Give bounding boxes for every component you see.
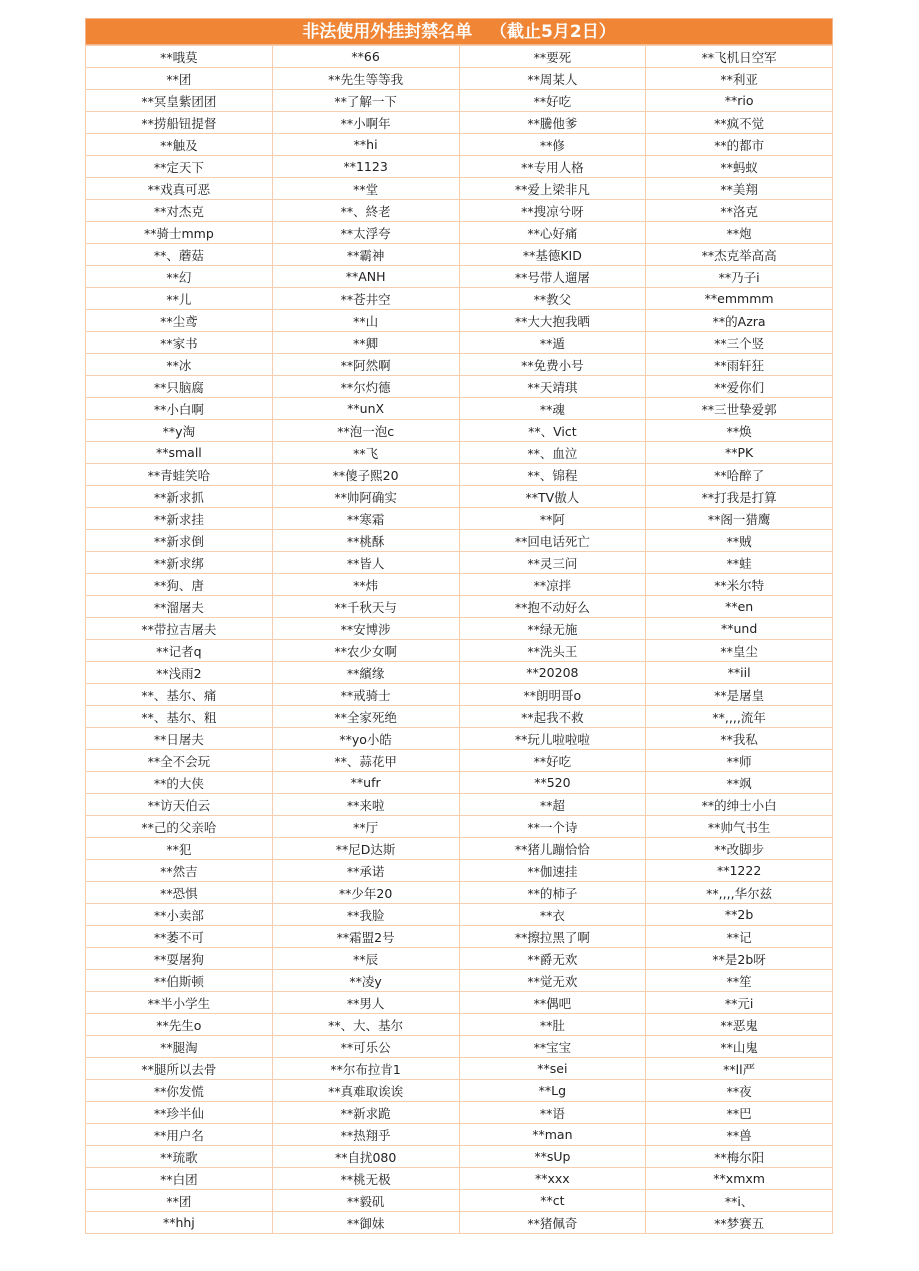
table-cell: **梅尔阳 xyxy=(646,1146,833,1168)
table-cell: **基德KID xyxy=(459,244,646,266)
table-cell: **凉拌 xyxy=(459,574,646,596)
table-cell: **哈醉了 xyxy=(646,464,833,486)
table-cell: **团 xyxy=(86,68,273,90)
table-cell: **尔布拉肯1 xyxy=(272,1058,459,1080)
table-cell: **千秋天与 xyxy=(272,596,459,618)
table-cell: **一个诗 xyxy=(459,816,646,838)
table-cell: **小啊年 xyxy=(272,112,459,134)
table-cell: **傻子熙20 xyxy=(272,464,459,486)
table-cell: **伯斯顿 xyxy=(86,970,273,992)
table-row xyxy=(86,68,833,90)
table-cell: **騰他爹 xyxy=(459,112,646,134)
table-cell: **山 xyxy=(272,310,459,332)
ban-list-table xyxy=(85,45,833,1234)
table-cell: **小卖部 xyxy=(86,904,273,926)
table-cell: **三个竖 xyxy=(646,332,833,354)
table-cell: **修 xyxy=(459,134,646,156)
table-cell: **山鬼 xyxy=(646,1036,833,1058)
table-cell: **白团 xyxy=(86,1168,273,1190)
table-cell: **己的父亲哈 xyxy=(86,816,273,838)
table-row xyxy=(86,244,833,266)
table-cell: **我私 xyxy=(646,728,833,750)
table-cell: **乃子i xyxy=(646,266,833,288)
table-cell: **凌y xyxy=(272,970,459,992)
table-row xyxy=(86,156,833,178)
table-row xyxy=(86,1080,833,1102)
table-row xyxy=(86,618,833,640)
table-cell: **了解一下 xyxy=(272,90,459,112)
table-row xyxy=(86,1036,833,1058)
table-cell: **教父 xyxy=(459,288,646,310)
table-cell: **梦赛五 xyxy=(646,1212,833,1234)
table-row xyxy=(86,1168,833,1190)
table-row xyxy=(86,288,833,310)
table-row xyxy=(86,750,833,772)
table-cell: **洛克 xyxy=(646,200,833,222)
table-row xyxy=(86,926,833,948)
table-cell: **桃酥 xyxy=(272,530,459,552)
table-cell: **皆人 xyxy=(272,552,459,574)
table-cell: **yo小皓 xyxy=(272,728,459,750)
table-row xyxy=(86,728,833,750)
table-cell: **尔灼德 xyxy=(272,376,459,398)
table-cell: **朗明哥o xyxy=(459,684,646,706)
table-cell: **TV傲人 xyxy=(459,486,646,508)
table-cell: **用户名 xyxy=(86,1124,273,1146)
table-cell: **好吃 xyxy=(459,750,646,772)
table-cell: **偶吧 xyxy=(459,992,646,1014)
table-cell: **毅矶 xyxy=(272,1190,459,1212)
table-cell: **ll严 xyxy=(646,1058,833,1080)
table-cell: **冥皇紫团团 xyxy=(86,90,273,112)
table-cell: **蚂蚁 xyxy=(646,156,833,178)
table-cell: **日屠夫 xyxy=(86,728,273,750)
table-cell: **绿无施 xyxy=(459,618,646,640)
table-cell: **热翔乎 xyxy=(272,1124,459,1146)
table-row xyxy=(86,1102,833,1124)
table-cell: **师 xyxy=(646,750,833,772)
table-cell: **hi xyxy=(272,134,459,156)
table-cell: **心好痛 xyxy=(459,222,646,244)
table-row xyxy=(86,1014,833,1036)
table-cell: **1222 xyxy=(646,860,833,882)
table-cell: **琉歌 xyxy=(86,1146,273,1168)
table-cell: **sei xyxy=(459,1058,646,1080)
table-cell: **腿淘 xyxy=(86,1036,273,1058)
table-cell: **打我是打算 xyxy=(646,486,833,508)
table-cell: **狗、唐 xyxy=(86,574,273,596)
table-cell: **灵三问 xyxy=(459,552,646,574)
table-cell: **犯 xyxy=(86,838,273,860)
table-cell: **霜盟2号 xyxy=(272,926,459,948)
table-cell: **苍井空 xyxy=(272,288,459,310)
table-cell: **耍屠狗 xyxy=(86,948,273,970)
table-cell: **哦莫 xyxy=(86,46,273,68)
table-cell: **太浮夸 xyxy=(272,222,459,244)
table-cell: **笙 xyxy=(646,970,833,992)
table-cell: **三世挚爱郭 xyxy=(646,398,833,420)
table-cell: **农少女啊 xyxy=(272,640,459,662)
table-row xyxy=(86,1190,833,1212)
table-cell: **御妹 xyxy=(272,1212,459,1234)
table-cell: **的柿子 xyxy=(459,882,646,904)
table-cell: **冰 xyxy=(86,354,273,376)
table-cell: **先生等等我 xyxy=(272,68,459,90)
table-cell: **xmxm xyxy=(646,1168,833,1190)
table-cell: **的Azra xyxy=(646,310,833,332)
table-cell: **萎不可 xyxy=(86,926,273,948)
table-cell: **觉无欢 xyxy=(459,970,646,992)
table-cell: **卿 xyxy=(272,332,459,354)
table-cell: **Lg xyxy=(459,1080,646,1102)
table-cell: **米尔特 xyxy=(646,574,833,596)
table-cell: **、大、基尔 xyxy=(272,1014,459,1036)
table-cell: **阁一猎鹰 xyxy=(646,508,833,530)
table-cell: **iil xyxy=(646,662,833,684)
table-cell: **rio xyxy=(646,90,833,112)
table-cell: **飞机日空军 xyxy=(646,46,833,68)
table-row xyxy=(86,1212,833,1234)
table-cell: **巴 xyxy=(646,1102,833,1124)
table-cell: **利亚 xyxy=(646,68,833,90)
table-cell: **炮 xyxy=(646,222,833,244)
table-cell: **、蘑菇 xyxy=(86,244,273,266)
table-cell: **man xyxy=(459,1124,646,1146)
table-cell: **自扰080 xyxy=(272,1146,459,1168)
table-cell: **厅 xyxy=(272,816,459,838)
table-cell: **捞船钮提督 xyxy=(86,112,273,134)
table-row xyxy=(86,530,833,552)
ban-list-sheet xyxy=(85,18,833,1234)
table-cell: **语 xyxy=(459,1102,646,1124)
table-row xyxy=(86,662,833,684)
table-row xyxy=(86,332,833,354)
table-cell: **记 xyxy=(646,926,833,948)
table-cell: **对杰克 xyxy=(86,200,273,222)
table-cell: **天靖琪 xyxy=(459,376,646,398)
table-row xyxy=(86,1124,833,1146)
table-cell: **杰克举高高 xyxy=(646,244,833,266)
table-row xyxy=(86,882,833,904)
table-row xyxy=(86,794,833,816)
table-cell: **大大抱我晒 xyxy=(459,310,646,332)
table-cell: **免费小号 xyxy=(459,354,646,376)
table-cell: **霸神 xyxy=(272,244,459,266)
table-row xyxy=(86,508,833,530)
table-cell: **i、 xyxy=(646,1190,833,1212)
table-cell: **的绅士小白 xyxy=(646,794,833,816)
table-cell: **ct xyxy=(459,1190,646,1212)
table-row xyxy=(86,948,833,970)
table-cell: **全家死绝 xyxy=(272,706,459,728)
table-cell: **号带人遛屠 xyxy=(459,266,646,288)
table-cell: **泡一泡c xyxy=(272,420,459,442)
table-cell: **堂 xyxy=(272,178,459,200)
table-row xyxy=(86,486,833,508)
table-row xyxy=(86,904,833,926)
table-cell: **青蛙笑哈 xyxy=(86,464,273,486)
table-cell: **1123 xyxy=(272,156,459,178)
table-cell: **是屠皇 xyxy=(646,684,833,706)
table-cell: **飞 xyxy=(272,442,459,464)
table-cell: **周某人 xyxy=(459,68,646,90)
table-row xyxy=(86,90,833,112)
table-cell: **2b xyxy=(646,904,833,926)
table-cell: **家书 xyxy=(86,332,273,354)
table-row xyxy=(86,596,833,618)
table-cell: **小白啊 xyxy=(86,398,273,420)
table-cell: **安博涉 xyxy=(272,618,459,640)
table-cell: **贼 xyxy=(646,530,833,552)
table-cell: **新求挂 xyxy=(86,508,273,530)
table-cell: **骑士mmp xyxy=(86,222,273,244)
table-cell: **阿然啊 xyxy=(272,354,459,376)
table-cell: **先生o xyxy=(86,1014,273,1036)
table-cell: **猪佩奇 xyxy=(459,1212,646,1234)
table-row xyxy=(86,442,833,464)
table-cell: **元i xyxy=(646,992,833,1014)
table-row xyxy=(86,574,833,596)
table-cell: **浅雨2 xyxy=(86,662,273,684)
table-cell: **要死 xyxy=(459,46,646,68)
table-cell: **宝宝 xyxy=(459,1036,646,1058)
table-cell: **我脸 xyxy=(272,904,459,926)
table-cell: **炜 xyxy=(272,574,459,596)
table-row xyxy=(86,1058,833,1080)
table-cell: **新求绑 xyxy=(86,552,273,574)
table-cell: **疯不觉 xyxy=(646,112,833,134)
table-cell: **伽速挂 xyxy=(459,860,646,882)
table-cell: **桃无极 xyxy=(272,1168,459,1190)
table-cell: **腿所以去骨 xyxy=(86,1058,273,1080)
table-cell: **少年20 xyxy=(272,882,459,904)
table-row xyxy=(86,552,833,574)
table-row xyxy=(86,838,833,860)
table-row xyxy=(86,684,833,706)
table-cell: **擦拉黑了啊 xyxy=(459,926,646,948)
table-row xyxy=(86,420,833,442)
table-cell: **爱上梁非凡 xyxy=(459,178,646,200)
table-row xyxy=(86,178,833,200)
table-cell: **、Vict xyxy=(459,420,646,442)
table-cell: **半小学生 xyxy=(86,992,273,1014)
table-cell: **搜凉兮呀 xyxy=(459,200,646,222)
table-cell: **ufr xyxy=(272,772,459,794)
table-row xyxy=(86,640,833,662)
table-cell: **全不会玩 xyxy=(86,750,273,772)
table-row xyxy=(86,310,833,332)
table-row xyxy=(86,464,833,486)
table-cell: **新求倒 xyxy=(86,530,273,552)
table-cell: **专用人格 xyxy=(459,156,646,178)
table-cell: **帅气书生 xyxy=(646,816,833,838)
table-cell: **阿 xyxy=(459,508,646,530)
table-cell: **、基尔、粗 xyxy=(86,706,273,728)
table-cell: **可乐公 xyxy=(272,1036,459,1058)
table-cell: **爱你们 xyxy=(646,376,833,398)
table-row xyxy=(86,46,833,68)
table-cell: **的都市 xyxy=(646,134,833,156)
table-cell: **emmmm xyxy=(646,288,833,310)
table-cell: **然吉 xyxy=(86,860,273,882)
table-row xyxy=(86,706,833,728)
table-cell: **洗头王 xyxy=(459,640,646,662)
table-cell: **男人 xyxy=(272,992,459,1014)
table-cell: **飒 xyxy=(646,772,833,794)
table-cell: **20208 xyxy=(459,662,646,684)
table-row xyxy=(86,222,833,244)
table-cell: **承诺 xyxy=(272,860,459,882)
table-row xyxy=(86,398,833,420)
table-cell: **溜屠夫 xyxy=(86,596,273,618)
table-cell: **记者q xyxy=(86,640,273,662)
table-cell: **爵无欢 xyxy=(459,948,646,970)
table-cell: **魂 xyxy=(459,398,646,420)
table-cell: **衣 xyxy=(459,904,646,926)
table-cell: **帅阿确实 xyxy=(272,486,459,508)
table-cell: **来啦 xyxy=(272,794,459,816)
table-cell: **珍半仙 xyxy=(86,1102,273,1124)
table-cell: **肚 xyxy=(459,1014,646,1036)
table-cell: **蛙 xyxy=(646,552,833,574)
table-row xyxy=(86,266,833,288)
table-cell: **、終老 xyxy=(272,200,459,222)
table-cell: **,,,,流年 xyxy=(646,706,833,728)
table-cell: **的大侠 xyxy=(86,772,273,794)
table-cell: **尼D达斯 xyxy=(272,838,459,860)
table-cell: **只脑腐 xyxy=(86,376,273,398)
table-cell: **PK xyxy=(646,442,833,464)
table-cell: **超 xyxy=(459,794,646,816)
table-cell: **66 xyxy=(272,46,459,68)
table-cell: **繽缘 xyxy=(272,662,459,684)
table-cell: **hhj xyxy=(86,1212,273,1234)
table-cell: **sUp xyxy=(459,1146,646,1168)
table-cell: **真难取诶诶 xyxy=(272,1080,459,1102)
table-cell: **戒骑士 xyxy=(272,684,459,706)
table-cell: **抱不动好么 xyxy=(459,596,646,618)
table-cell: **焕 xyxy=(646,420,833,442)
table-cell: **尘鸢 xyxy=(86,310,273,332)
table-cell: **美翔 xyxy=(646,178,833,200)
table-row xyxy=(86,992,833,1014)
table-cell: **戏真可恶 xyxy=(86,178,273,200)
table-cell: **y淘 xyxy=(86,420,273,442)
table-cell: **好吃 xyxy=(459,90,646,112)
table-cell: **团 xyxy=(86,1190,273,1212)
sheet-title: 非法使用外挂封禁名单 （截止5月2日） xyxy=(85,18,833,45)
table-cell: **玩儿啦啦啦 xyxy=(459,728,646,750)
table-cell: **寒霜 xyxy=(272,508,459,530)
table-cell: **辰 xyxy=(272,948,459,970)
table-cell: **改脚步 xyxy=(646,838,833,860)
table-cell: **触及 xyxy=(86,134,273,156)
table-cell: **猪儿蹦恰恰 xyxy=(459,838,646,860)
table-cell: **定天下 xyxy=(86,156,273,178)
table-cell: **、锦程 xyxy=(459,464,646,486)
table-cell: **遁 xyxy=(459,332,646,354)
table-cell: **、基尔、痛 xyxy=(86,684,273,706)
table-cell: **是2b呀 xyxy=(646,948,833,970)
table-row xyxy=(86,1146,833,1168)
table-cell: **回电话死亡 xyxy=(459,530,646,552)
table-cell: **新求跪 xyxy=(272,1102,459,1124)
table-cell: **ANH xyxy=(272,266,459,288)
table-row xyxy=(86,134,833,156)
table-cell: **访天伯云 xyxy=(86,794,273,816)
table-cell: **雨轩狂 xyxy=(646,354,833,376)
table-cell: **恶鬼 xyxy=(646,1014,833,1036)
table-cell: **en xyxy=(646,596,833,618)
table-cell: **、血泣 xyxy=(459,442,646,464)
table-cell: **恐惧 xyxy=(86,882,273,904)
table-cell: **unX xyxy=(272,398,459,420)
table-cell: **xxx xyxy=(459,1168,646,1190)
table-row xyxy=(86,772,833,794)
table-cell: **、蒜花甲 xyxy=(272,750,459,772)
table-cell: **幻 xyxy=(86,266,273,288)
table-row xyxy=(86,354,833,376)
table-cell: **兽 xyxy=(646,1124,833,1146)
table-cell: **新求抓 xyxy=(86,486,273,508)
table-cell: **带拉吉屠夫 xyxy=(86,618,273,640)
table-cell: **儿 xyxy=(86,288,273,310)
table-row xyxy=(86,860,833,882)
table-cell: **und xyxy=(646,618,833,640)
table-cell: **你发慌 xyxy=(86,1080,273,1102)
table-row xyxy=(86,376,833,398)
table-row xyxy=(86,816,833,838)
table-cell: **,,,,华尔兹 xyxy=(646,882,833,904)
table-row xyxy=(86,112,833,134)
table-cell: **皇尘 xyxy=(646,640,833,662)
table-cell: **夜 xyxy=(646,1080,833,1102)
table-cell: **520 xyxy=(459,772,646,794)
table-row xyxy=(86,200,833,222)
table-cell: **small xyxy=(86,442,273,464)
table-cell: **起我不救 xyxy=(459,706,646,728)
table-row xyxy=(86,970,833,992)
